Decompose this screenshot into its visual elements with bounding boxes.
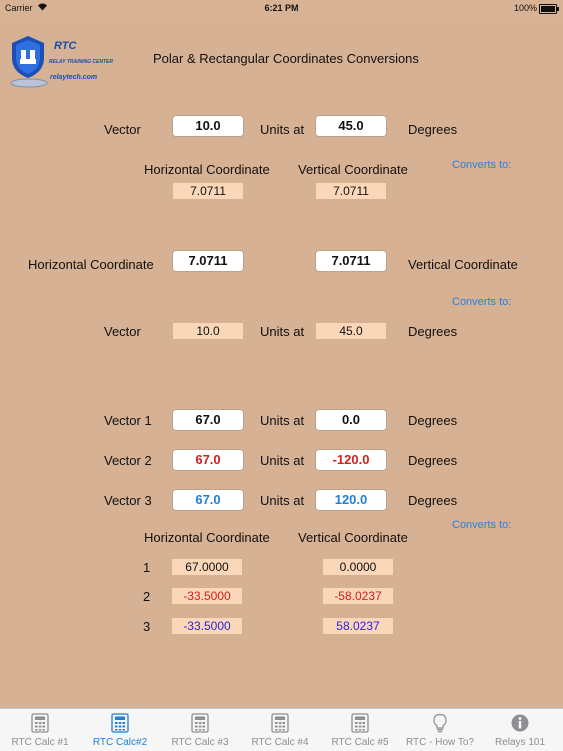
tab-label: RTC Calc #3 [171, 737, 229, 748]
vector-1-magnitude-input[interactable]: 67.0 [173, 410, 243, 430]
tab-label: RTC Calc #1 [11, 737, 69, 748]
logo-subtitle: RELAY TRAINING CENTER [49, 59, 113, 65]
tab-rtc-calc-2[interactable] [80, 709, 160, 751]
result-index: 2 [143, 589, 151, 604]
vector-label: Vector [104, 122, 141, 137]
vector-2-magnitude-input[interactable]: 67.0 [173, 450, 243, 470]
logo-url[interactable]: relaytech.com [50, 74, 98, 81]
battery-percent: 100% [513, 3, 537, 13]
sum-horizontal-result: -33.5000 [172, 618, 242, 634]
vector-3-magnitude-input[interactable]: 67.0 [173, 490, 243, 510]
sum-horizontal-result: -33.5000 [172, 588, 242, 604]
vector-label: Vector [104, 324, 141, 339]
tab-rtc-calc-1[interactable] [0, 709, 80, 751]
tab-label: RTC Calc #4 [251, 737, 309, 748]
tab-label: Relays 101 [494, 737, 546, 748]
vector-2-label: Vector 2 [104, 453, 152, 468]
vertical-coordinate-label: Vertical Coordinate [408, 257, 518, 272]
vector-magnitude-input[interactable]: 10.0 [173, 116, 243, 136]
result-index: 3 [143, 619, 151, 634]
vertical-coordinate-header: Vertical Coordinate [298, 530, 408, 545]
tab-rtc-how-to[interactable] [400, 709, 480, 751]
vector-2-angle-input[interactable]: -120.0 [316, 450, 386, 470]
sum-vertical-result: -58.0237 [323, 588, 393, 604]
vector-3-label: Vector 3 [104, 493, 152, 508]
sum-vertical-result: 0.0000 [323, 559, 393, 575]
units-at-label: Units at [260, 493, 305, 508]
tab-relays-101[interactable] [480, 709, 560, 751]
logo-swoosh-icon [10, 78, 48, 88]
rtc-logo [8, 32, 128, 92]
vector-1-label: Vector 1 [104, 413, 152, 428]
battery-icon [539, 4, 557, 14]
tab-label: RTC - How To? [406, 737, 474, 748]
vector-angle-result: 45.0 [316, 323, 386, 339]
shield-logo-icon [8, 34, 48, 80]
vector-magnitude-result: 10.0 [173, 323, 243, 339]
vertical-coordinate-input[interactable]: 7.0711 [316, 251, 386, 271]
status-bar [0, 0, 563, 18]
degrees-label: Degrees [408, 122, 458, 137]
carrier-label: Carrier [5, 3, 33, 13]
vertical-result: 7.0711 [316, 183, 386, 199]
horizontal-coordinate-header: Horizontal Coordinate [144, 162, 270, 177]
result-index: 1 [143, 560, 151, 575]
units-at-label: Units at [260, 413, 305, 428]
tab-label: RTC Calc #5 [331, 737, 389, 748]
converts-to-label: Converts to: [452, 519, 512, 531]
calculator-icon [191, 713, 209, 733]
units-at-label: Units at [260, 453, 305, 468]
calculator-icon [111, 713, 129, 733]
page-title: Polar & Rectangular Coordinates Conversions [153, 51, 419, 66]
degrees-label: Degrees [408, 453, 458, 468]
vector-3-angle-input[interactable]: 120.0 [316, 490, 386, 510]
calculator-icon [271, 713, 289, 733]
horizontal-coordinate-header: Horizontal Coordinate [144, 530, 270, 545]
degrees-label: Degrees [408, 413, 458, 428]
tab-rtc-calc-4[interactable] [240, 709, 320, 751]
sum-vertical-result: 58.0237 [323, 618, 393, 634]
vertical-coordinate-header: Vertical Coordinate [298, 162, 408, 177]
tab-rtc-calc-3[interactable] [160, 709, 240, 751]
horizontal-coordinate-input[interactable]: 7.0711 [173, 251, 243, 271]
vector-angle-input[interactable]: 45.0 [316, 116, 386, 136]
units-at-label: Units at [260, 122, 305, 137]
logo-name: RTC [54, 40, 77, 52]
sum-horizontal-result: 67.0000 [172, 559, 242, 575]
converts-to-label: Converts to: [452, 159, 512, 171]
calculator-icon [351, 713, 369, 733]
tab-label: RTC Calc#2 [92, 737, 148, 748]
units-at-label: Units at [260, 324, 305, 339]
tab-rtc-calc-5[interactable] [320, 709, 400, 751]
converts-to-label: Converts to: [452, 296, 512, 308]
status-time: 6:21 PM [264, 3, 299, 13]
degrees-label: Degrees [408, 493, 458, 508]
horizontal-result: 7.0711 [173, 183, 243, 199]
tab-bar [0, 708, 563, 751]
vector-1-angle-input[interactable]: 0.0 [316, 410, 386, 430]
horizontal-coordinate-label: Horizontal Coordinate [28, 257, 154, 272]
degrees-label: Degrees [408, 324, 458, 339]
calculator-icon [31, 713, 49, 733]
info-icon [511, 713, 529, 733]
lightbulb-icon [431, 713, 449, 733]
